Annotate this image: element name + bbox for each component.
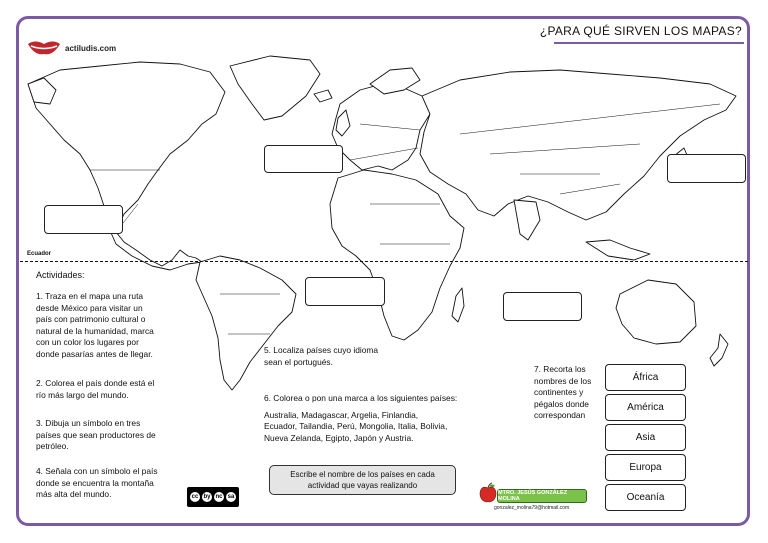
activity-7-line: correspondan xyxy=(534,410,586,420)
activity-6-line: Australia, Madagascar, Argelia, Finlandia, xyxy=(264,409,419,420)
activity-6 xyxy=(264,393,457,444)
iceland-shape xyxy=(314,90,332,102)
activity-5 xyxy=(264,345,378,368)
activity-7-line: continentes y xyxy=(534,387,584,397)
activity-6-heading: 6. Colorea o pon una marca a los siguientes países: xyxy=(264,393,458,403)
asia-shape xyxy=(420,70,736,220)
activity-3 xyxy=(36,418,156,453)
activity-5-line: 5. Localiza países cuyo idioma xyxy=(264,345,379,355)
map-label-box-america[interactable] xyxy=(44,205,123,234)
author-email: gonzalez_molina79@hotmail.com xyxy=(494,505,570,511)
continent-card-africa[interactable]: África xyxy=(605,364,686,391)
south-america-shape xyxy=(196,256,296,390)
new-zealand-shape xyxy=(710,334,728,366)
activity-2-line: río más largo del mundo. xyxy=(36,389,129,400)
activity-2-line: 2. Colorea el país donde está el xyxy=(36,378,155,388)
continent-card-europe[interactable]: Europa xyxy=(605,454,686,481)
instruction-box xyxy=(269,465,456,495)
page-title: ¿PARA QUÉ SIRVEN LOS MAPAS? xyxy=(539,24,742,38)
activity-1-line: donde pasarías antes de llegar. xyxy=(36,348,153,359)
africa-shape xyxy=(330,170,464,340)
activity-2 xyxy=(36,378,154,401)
map-label-box-europe[interactable] xyxy=(264,145,343,173)
cc-icon: cc xyxy=(191,494,199,500)
activity-4 xyxy=(36,466,158,501)
india-shape xyxy=(514,200,540,240)
activity-3-line: 3. Dibuja un símbolo en tres xyxy=(36,418,141,428)
activity-7-line: nombres de los xyxy=(534,375,592,386)
activity-3-line: petróleo. xyxy=(36,441,69,451)
continent-card-asia[interactable]: Asia xyxy=(605,424,686,451)
north-america-shape xyxy=(28,62,225,270)
instruction-line: actividad que vayas realizando xyxy=(307,481,418,490)
activity-4-line: donde se encuentra la montaña xyxy=(36,477,154,488)
activity-6-line: Nueva Zelanda, Egipto, Japón y Austria. xyxy=(264,432,414,443)
logo-text: actiludis.com xyxy=(65,43,117,53)
australia-shape xyxy=(616,280,696,344)
activity-1-line: con un color los lugares por xyxy=(36,337,139,347)
creative-commons-badge xyxy=(187,487,239,507)
activity-4-line: 4. Señala con un símbolo el país xyxy=(36,466,158,476)
map-label-box-asia[interactable] xyxy=(667,154,746,183)
activity-1-line: país con patrimonio cultural o xyxy=(36,314,146,324)
continent-card-america[interactable]: América xyxy=(605,394,686,421)
map-label-box-africa[interactable] xyxy=(305,277,385,306)
sa-icon: sa xyxy=(227,494,235,500)
greenland-shape xyxy=(230,56,320,120)
activity-5-line: sean el portugués. xyxy=(264,356,333,367)
madagascar-shape xyxy=(452,288,464,322)
activity-1-line: desde México para visitar un xyxy=(36,302,143,313)
apple-icon xyxy=(477,482,499,504)
activity-4-line: más alta del mundo. xyxy=(36,489,112,499)
instruction-line: Escribe el nombre de los países en cada xyxy=(290,470,435,479)
equator-line xyxy=(20,261,748,262)
by-icon: by xyxy=(203,494,211,500)
activity-3-line: países que sean productores de xyxy=(36,429,156,440)
activity-1-line: 1. Traza en el mapa una ruta xyxy=(36,291,144,301)
indonesia-shape xyxy=(586,240,650,260)
activity-7 xyxy=(534,364,602,422)
activity-7-line: pégalos donde xyxy=(534,398,589,409)
continent-card-oceania[interactable]: Oceanía xyxy=(605,484,686,511)
activities-heading: Actividades: xyxy=(36,270,85,280)
activity-6-line: Ecuador, Tailandia, Perú, Mongolia, Italia, Bolivia, xyxy=(264,421,448,431)
author-name-badge: MTRO. JESÚS GONZÁLEZ MOLINA xyxy=(497,489,587,503)
activity-1-line: natural de la humanidad, marca xyxy=(36,325,154,336)
activity-7-line: 7. Recorta los xyxy=(534,364,586,374)
map-label-box-oceania[interactable] xyxy=(503,292,582,321)
nc-icon: nc xyxy=(215,494,223,500)
activity-1 xyxy=(36,291,154,360)
equator-label: Ecuador xyxy=(27,251,52,257)
